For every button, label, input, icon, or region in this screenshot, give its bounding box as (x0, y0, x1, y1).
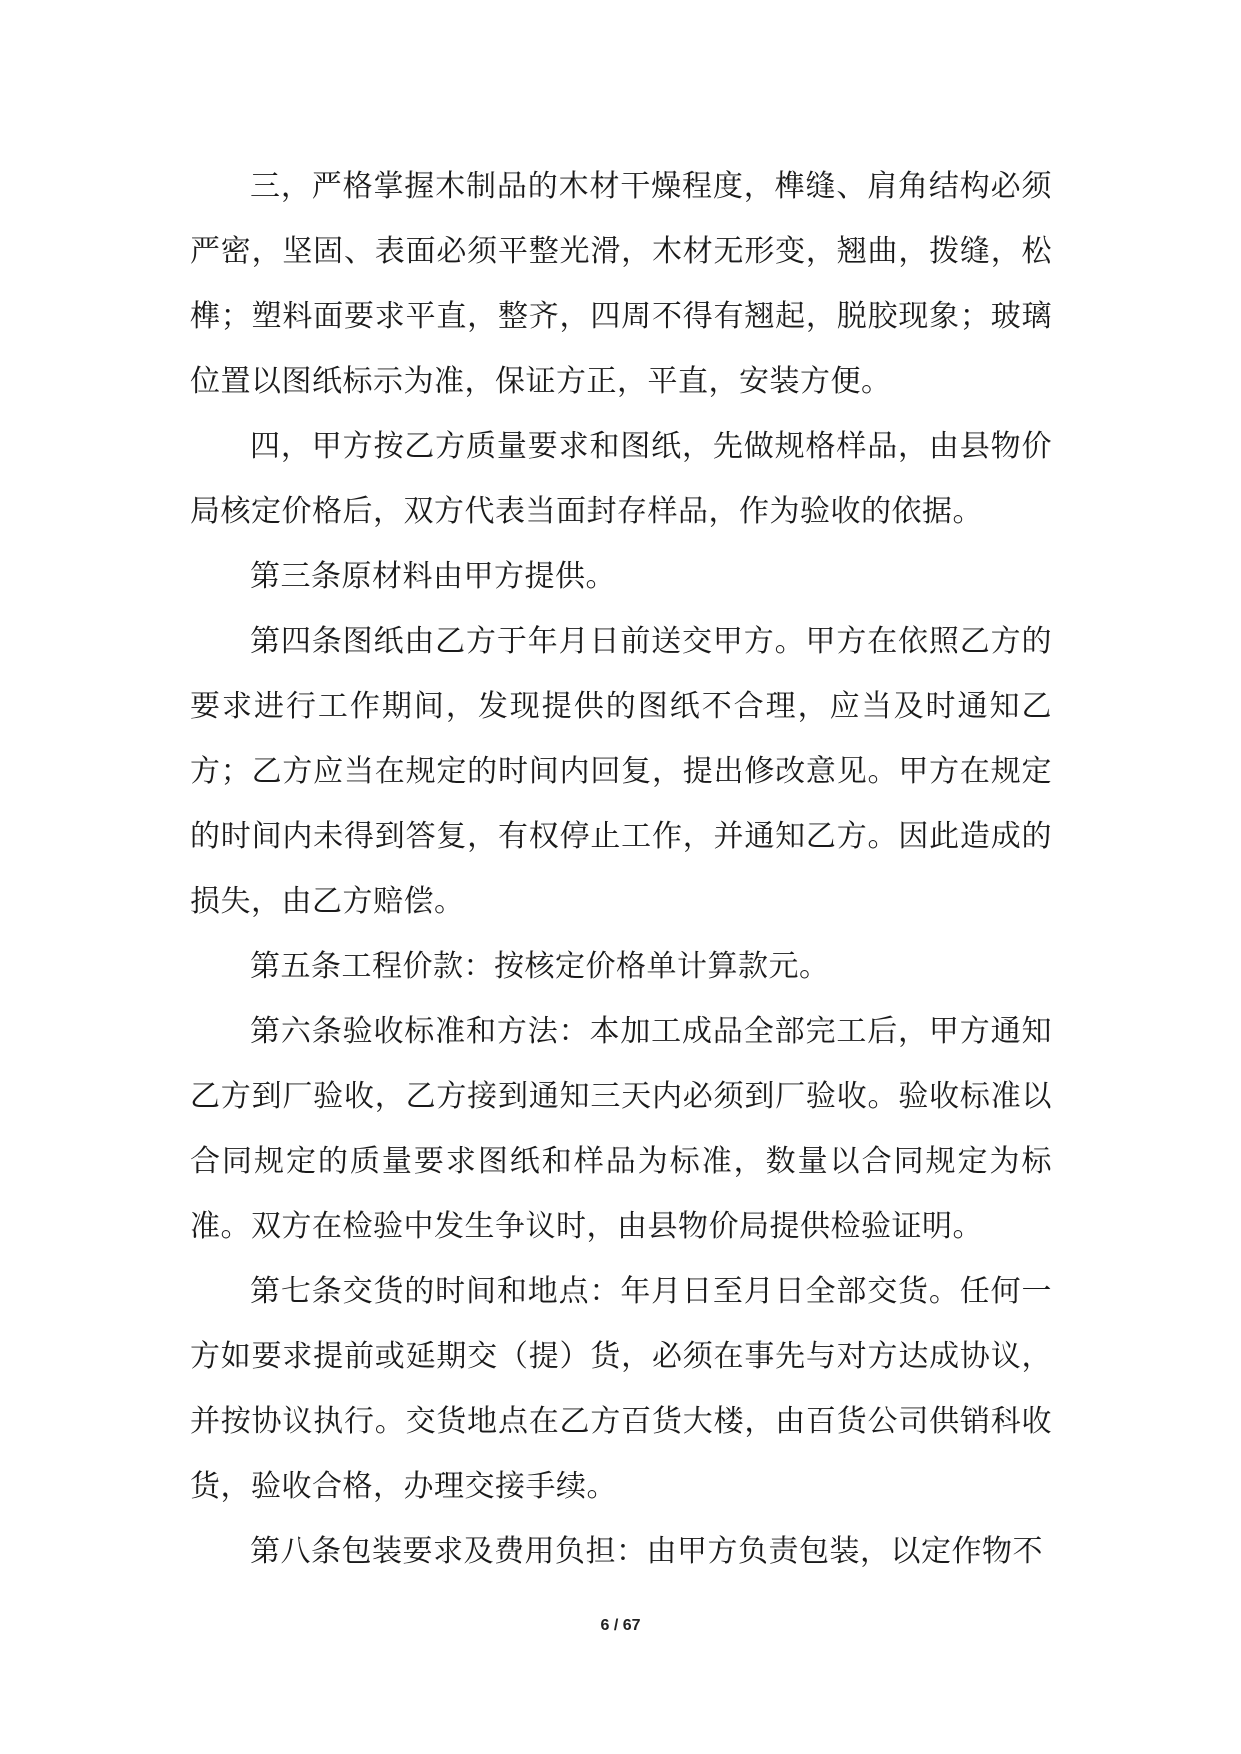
page-number: 6 / 67 (600, 1617, 641, 1634)
paragraph-article-5-price: 第五条工程价款：按核定价格单计算款元。 (250, 949, 830, 984)
paragraph-article-3-materials: 第三条原材料由甲方提供。 (250, 559, 616, 594)
paragraph-article-8-packaging: 第八条包装要求及费用负担：由甲方负责包装，以定作物不 (250, 1534, 1043, 1569)
paragraph-article-7-delivery: 第七条交货的时间和地点：年月日至月日全部交货。任何一方如要求提前或延期交（提）货，必须在事先与对方达成协议，并按协议执行。交货地点在乙方百货大楼，由百货公司供销科收货，验收合格，办理交接手续。 (190, 1274, 1052, 1504)
paragraph-article-6-acceptance: 第六条验收标准和方法：本加工成品全部完工后，甲方通知乙方到厂验收，乙方接到通知三天内必须到厂验收。验收标准以合同规定的质量要求图纸和样品为标准，数量以合同规定为标准。双方在检验中发生争议时，由县物价局提供检验证明。 (190, 1014, 1052, 1244)
paragraph-clause-3-quality: 三，严格掌握木制品的木材干燥程度，榫缝、肩角结构必须严密，坚固、表面必须平整光滑，木材无形变，翘曲，拨缝，松榫；塑料面要求平直，整齐，四周不得有翘起，脱胶现象；玻璃位置以图纸标示为准，保证方正，平直，安装方便。 (190, 169, 1052, 399)
paragraph-article-4-drawings: 第四条图纸由乙方于年月日前送交甲方。甲方在依照乙方的要求进行工作期间，发现提供的图纸不合理，应当及时通知乙方；乙方应当在规定的时间内回复，提出修改意见。甲方在规定的时间内未得到答复，有权停止工作，并通知乙方。因此造成的损失，由乙方赔偿。 (190, 624, 1052, 919)
paragraph-clause-4-sample: 四，甲方按乙方质量要求和图纸，先做规格样品，由县物价局核定价格后，双方代表当面封存样品，作为验收的依据。 (190, 429, 1052, 529)
document-body (190, 154, 1052, 1584)
